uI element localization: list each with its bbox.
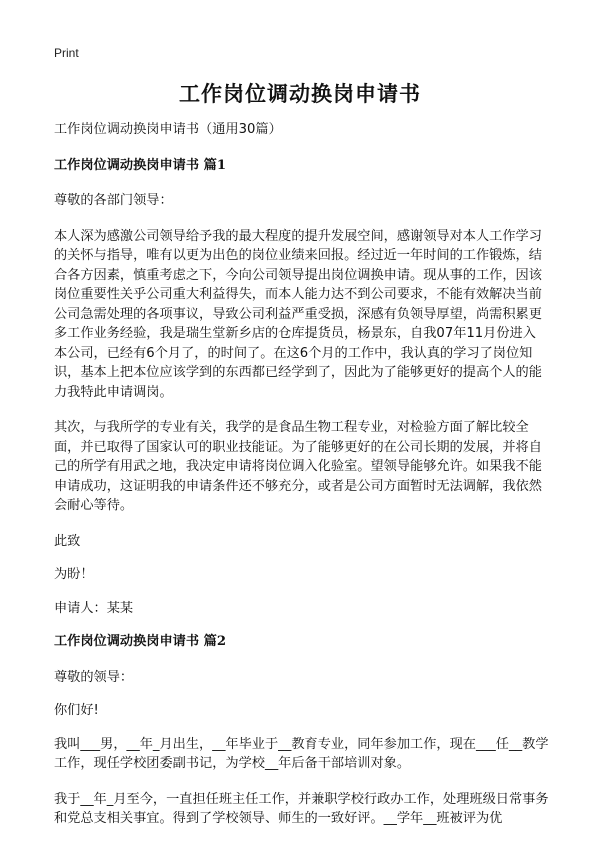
signature-line: 申请人：某某 [54,600,134,616]
closing-line: 为盼！ [54,567,94,582]
closing-line: 此致 [54,533,81,549]
document-subtitle: 工作岗位调动换岗申请书（通用30篇） [54,122,282,137]
section-heading: 工作岗位调动换岗申请书 篇2 [54,634,227,649]
print-label: Print [54,46,79,60]
body-paragraph: 我于__年_月至今，一直担任班主任工作，并兼职学校行政办工作，处理班级日常事务和党总支相关事宜。得到了学校领导、师生的一致好评。__学年__班被评为优 [54,791,549,826]
body-paragraph: 本人深为感激公司领导给予我的最大程度的提升发展空间，感谢领导对本人工作学习的关怀与指导，唯有以更为出色的岗位业绩来回报。经过近一年时间的工作锻炼，结合各方因素，慎重考虑之下，今向公司领导提出岗位调换申请。现从事的工作，因该岗位重要性关乎公司重大利益得失，而本人能力达不到公司要求，不能有效解决当前公司急需处理的各项事议，导致公司利益严重受损，深感有负领导厚望，尚需积累更多工作业务经验，我是瑞生堂新乡店的仓库提货员，杨景东，自我07年11月份进入本公司，已经有6个月了，的时间了。在这6个月的工作中，我认真的学习了岗位知识，基本上把本位应该学到的东西都已经学到了，因此为了能够更好的提高个人的能力我特此申请调岗。 [54,228,542,400]
salutation: 尊敬的各部门领导： [54,193,173,208]
greeting: 你们好! [54,703,99,718]
document-body [54,120,549,845]
body-paragraph: 我叫___男，__年_月出生，__年毕业于__教育专业，同年参加工作，现在___任__教学工作，现任学校团委副书记，为学校__年后备干部培训对象。 [54,736,549,771]
body-paragraph: 其次，与我所学的专业有关，我学的是食品生物工程专业，对检验方面了解比较全面，并已取得了国家认可的职业技能证。为了能够更好的在公司长期的发展，并将自己的所学有用武之地，我决定申请将岗位调入化验室。望领导能够允许。如果我不能申请成功，这证明我的申请条件还不够充分，或者是公司方面暂时无法调解，我依然会耐心等待。 [54,420,542,513]
salutation: 尊敬的领导： [54,669,134,685]
document-title: 工作岗位调动换岗申请书 [179,82,421,106]
section-heading: 工作岗位调动换岗申请书 篇1 [54,157,227,173]
